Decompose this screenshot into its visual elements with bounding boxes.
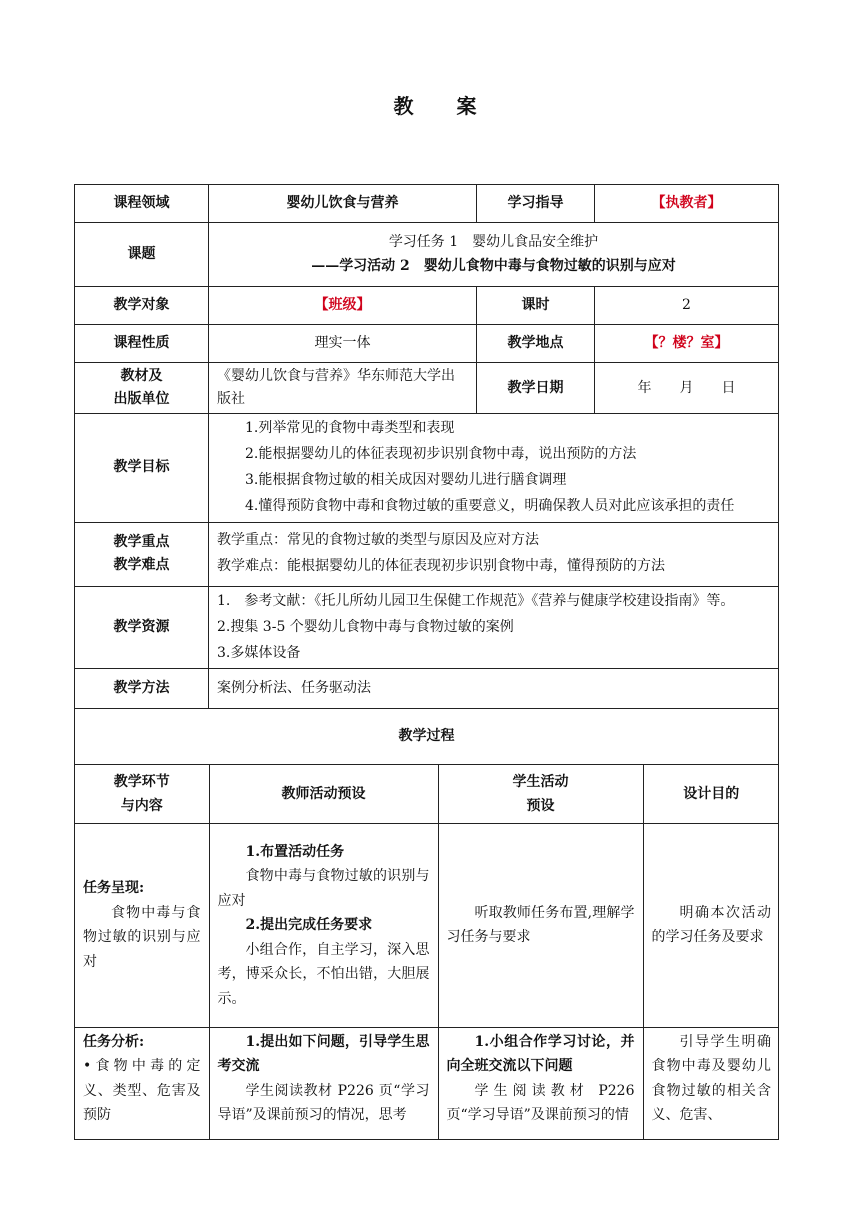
teacher-step-heading: 1.提出如下问题，引导学生思考交流 — [217, 1033, 430, 1075]
goal-item: 1.列举常见的食物中毒类型和表现 — [245, 420, 455, 437]
row-process-heading — [75, 709, 779, 765]
difficulty-text: 教学难点：能根据婴幼儿的体征表现初步识别食物中毒，懂得预防的方法 — [217, 558, 665, 575]
process-row-task-analysis — [75, 1027, 779, 1139]
topic-line-1: 学习任务 1 婴幼儿食品安全维护 — [388, 234, 599, 251]
goal-item: 3.能根据食物过敏的相关成因对婴幼儿进行膳食调理 — [245, 471, 567, 488]
method-value: 案例分析法、任务驱动法 — [209, 669, 779, 709]
student-step-heading: 1.小组合作学习讨论，并向全班交流以下问题 — [446, 1033, 635, 1075]
keypoint-text: 教学重点：常见的食物过敏的类型与原因及应对方法 — [217, 532, 539, 549]
textbook-label-line-1: 教材及 — [120, 368, 163, 384]
textbook-value: 《婴幼儿饮食与营养》华东师范大学出版社 — [209, 363, 477, 414]
date-label: 教学日期 — [477, 363, 595, 414]
nature-label: 课程性质 — [75, 325, 209, 363]
goals-list — [209, 414, 779, 523]
hours-label: 课时 — [477, 287, 595, 325]
student-step-text: 学生阅读教材 P226 页“学习导语”及课前预习的情 — [446, 1082, 635, 1124]
header-teacher: 教师活动预设 — [209, 765, 438, 823]
teacher-step-heading: 2.提出完成任务要求 — [245, 917, 373, 934]
nature-value: 理实一体 — [209, 325, 477, 363]
resources-label: 教学资源 — [75, 586, 209, 669]
goal-item: 2.能根据婴幼儿的体征表现初步识别食物中毒，说出预防的方法 — [245, 446, 637, 463]
row-resources — [75, 586, 779, 669]
row-textbook — [75, 363, 779, 414]
textbook-label-line-2: 出版单位 — [113, 391, 170, 408]
method-label: 教学方法 — [75, 669, 209, 709]
keypoints-label-line-1: 教学重点 — [113, 534, 170, 551]
topic-label: 课题 — [75, 223, 209, 287]
row-target — [75, 287, 779, 325]
teacher-cell — [209, 1027, 438, 1139]
stage-cell — [75, 823, 209, 1027]
keypoints-label — [75, 522, 209, 586]
topic-line-2: ——学习活动 2 婴幼儿食物中毒与食物过敏的识别与应对 — [311, 257, 676, 274]
row-topic — [75, 223, 779, 287]
stage-title: 任务呈现: — [83, 880, 145, 897]
header-student-line-1: 学生活动 — [512, 773, 569, 790]
row-keypoints — [75, 522, 779, 586]
stage-body: •食物中毒的定义、类型、危害及预防 — [83, 1058, 201, 1124]
stage-body: 食物中毒与食物过敏的识别与应对 — [83, 904, 201, 970]
purpose-cell: 引导学生明确食物中毒及婴幼儿食物过敏的相关含义、危害、 — [643, 1027, 779, 1139]
goal-item: 4.懂得预防食物中毒和食物过敏的重要意义，明确保教人员对此应该承担的责任 — [245, 497, 735, 514]
resource-item: 2.搜集 3-5 个婴幼儿食物中毒与食物过敏的案例 — [217, 618, 514, 635]
textbook-label — [75, 363, 209, 414]
purpose-cell: 明确本次活动的学习任务及要求 — [643, 823, 779, 1027]
hours-value: 2 — [595, 287, 779, 325]
stage-title: 任务分析: — [83, 1033, 145, 1050]
place-label: 教学地点 — [477, 325, 595, 363]
row-method — [75, 669, 779, 709]
process-header-row — [75, 765, 779, 823]
topic-value — [209, 223, 779, 287]
header-stage-line-2: 与内容 — [120, 798, 163, 815]
process-table-cell — [75, 765, 779, 1140]
header-student-line-2: 预设 — [526, 798, 555, 815]
resource-item: 3.多媒体设备 — [217, 644, 301, 661]
row-goals — [75, 414, 779, 523]
teacher-cell — [209, 823, 438, 1027]
student-cell: 听取教师任务布置,理解学习任务与要求 — [438, 823, 643, 1027]
course-field-label: 课程领域 — [75, 185, 209, 223]
guide-value: 【执教者】 — [595, 185, 779, 223]
keypoints-label-line-2: 教学难点 — [113, 557, 170, 574]
header-stage-line-1: 教学环节 — [113, 773, 170, 790]
stage-cell — [75, 1027, 209, 1139]
resource-item: 1. 参考文献：《托儿所幼儿园卫生保健工作规范》《营养与健康学校建设指南》等。 — [217, 592, 735, 609]
resources-list — [209, 586, 779, 669]
lesson-plan-table — [74, 184, 779, 1140]
process-row-task-presentation — [75, 823, 779, 1027]
teacher-step-text: 学生阅读教材 P226 页“学习导语”及课前预习的情况，思考 — [217, 1082, 430, 1124]
student-cell — [438, 1027, 643, 1139]
target-label: 教学对象 — [75, 287, 209, 325]
header-stage — [75, 765, 209, 823]
header-purpose: 设计目的 — [643, 765, 779, 823]
process-heading: 教学过程 — [75, 709, 779, 765]
teacher-step-text: 小组合作，自主学习，深入思考，博采众长，不怕出错，大胆展示。 — [217, 941, 430, 1007]
header-student — [438, 765, 643, 823]
place-value: 【？楼？室】 — [595, 325, 779, 363]
process-table — [75, 765, 779, 1139]
teacher-step-text: 食物中毒与食物过敏的识别与应对 — [217, 868, 430, 909]
goals-label: 教学目标 — [75, 414, 209, 523]
date-value: 年 月 日 — [595, 363, 779, 414]
row-nature — [75, 325, 779, 363]
row-process-table — [75, 765, 779, 1140]
keypoints-value — [209, 522, 779, 586]
teacher-step-heading: 1.布置活动任务 — [245, 843, 345, 860]
course-field-value: 婴幼儿饮食与营养 — [209, 185, 477, 223]
guide-label: 学习指导 — [477, 185, 595, 223]
target-value: 【班级】 — [209, 287, 477, 325]
document-title: 教 案 — [393, 94, 495, 118]
row-course-field — [75, 185, 779, 223]
